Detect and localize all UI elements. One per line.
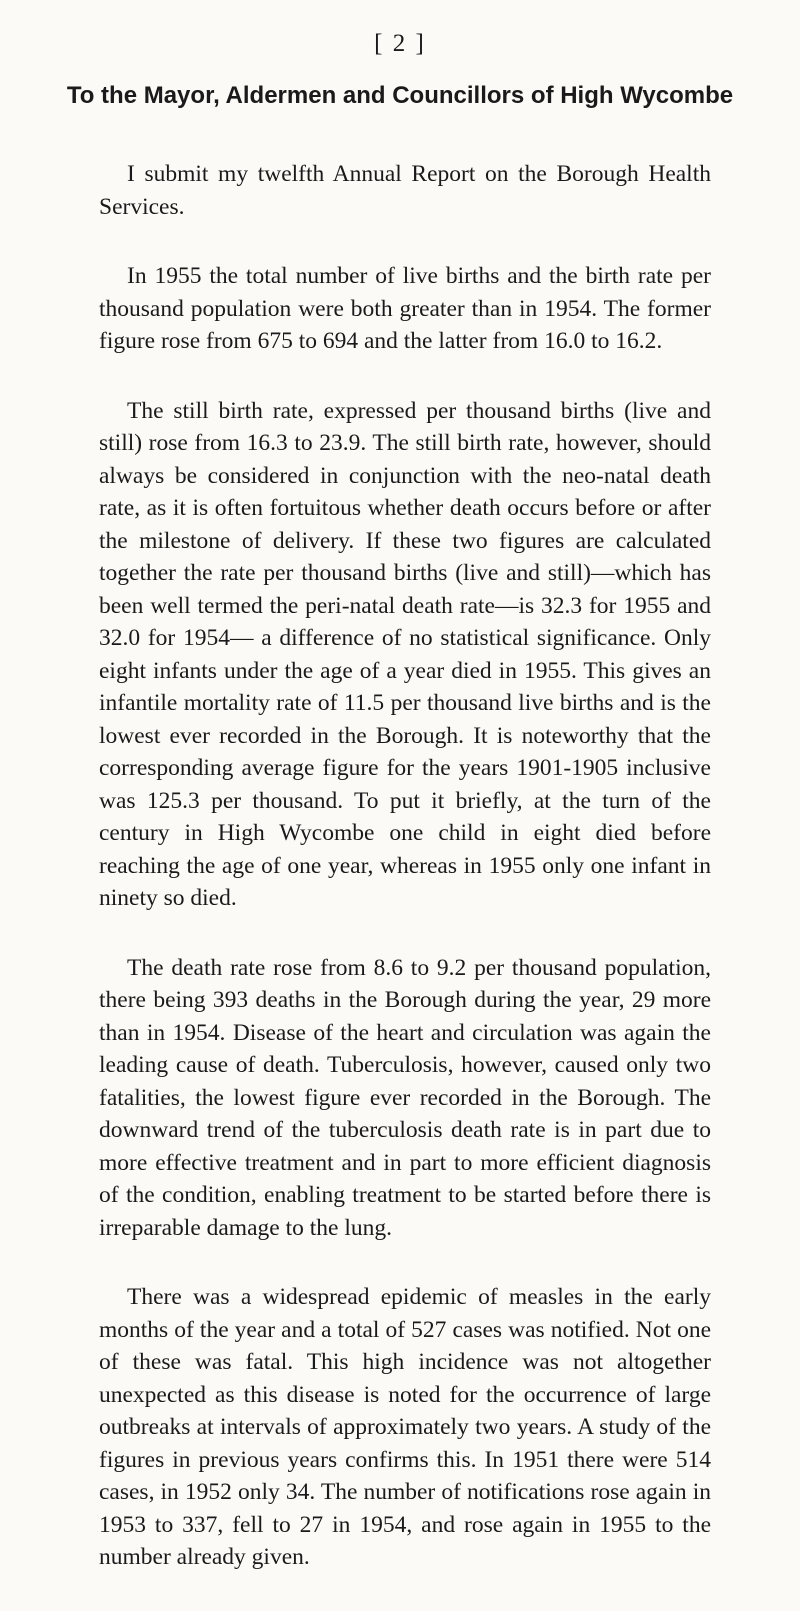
- paragraph-still-births: The still birth rate, expressed per thousand births (live and still) rose from 16.3 to 23.9. The still birth rate, however, should always be considered in conjunction with the neo-natal death rate, as it is often fortuitous whether death occurs before or after the milestone of delivery. If these two figures are calculated together the rate per thousand births (live and still)—which has been well termed the peri-natal death rate—is 32.3 for 1955 and 32.0 for 1954— a difference of no statistical significance. Only eight infants under the age of a year died in 1955. This gives an infantile mortality rate of 11.5 per thousand live births and is the lowest ever recorded in the Borough. It is noteworthy that the corresponding average figure for the years 1901-1905 inclusive was 125.3 per thousand. To put it briefly, at the turn of the century in High Wycombe one child in eight died before reaching the age of one year, whereas in 1955 only one infant in ninety so died.: [99, 397, 711, 911]
- paragraph-births: In 1955 the total number of live births and the birth rate per thousand population were both greater than in 1954. The former figure rose from 675 to 694 and the latter from 16.0 to 16.2.: [99, 263, 711, 354]
- paragraph-measles: There was a widespread epidemic of measles in the early months of the year and a total of 527 cases was notified. Not one of these was fatal. This high incidence was not altogether unexpected as this disease is noted for the occurrence of large outbreaks at intervals of approximately two years. A study of the figures in previous years confirms this. In 1951 there were 514 cases, in 1952 only 34. The number of notifications rose again in 1953 to 337, fell to 27 in 1954, and rose again in 1955 to the number already given.: [99, 1284, 711, 1570]
- report-body: [99, 158, 711, 1611]
- paragraph-introduction: I submit my twelfth Annual Report on the Borough Health Services.: [99, 161, 711, 220]
- page-title: To the Mayor, Aldermen and Councillors of High Wycombe: [66, 82, 734, 109]
- page-number: [ 2 ]: [374, 30, 426, 57]
- paragraph-death-rate: The death rate rose from 8.6 to 9.2 per thousand population, there being 393 deaths in the Borough during the year, 29 more than in 1954. Disease of the heart and circulation was again the leading cause of death. Tuberculosis, however, caused only two fatalities, the lowest figure ever recorded in the Borough. The downward trend of the tuberculosis death rate is in part due to more effective treatment and in part to more efficient diagnosis of the condition, enabling treatment to be started before there is irreparable damage to the lung.: [99, 954, 711, 1241]
